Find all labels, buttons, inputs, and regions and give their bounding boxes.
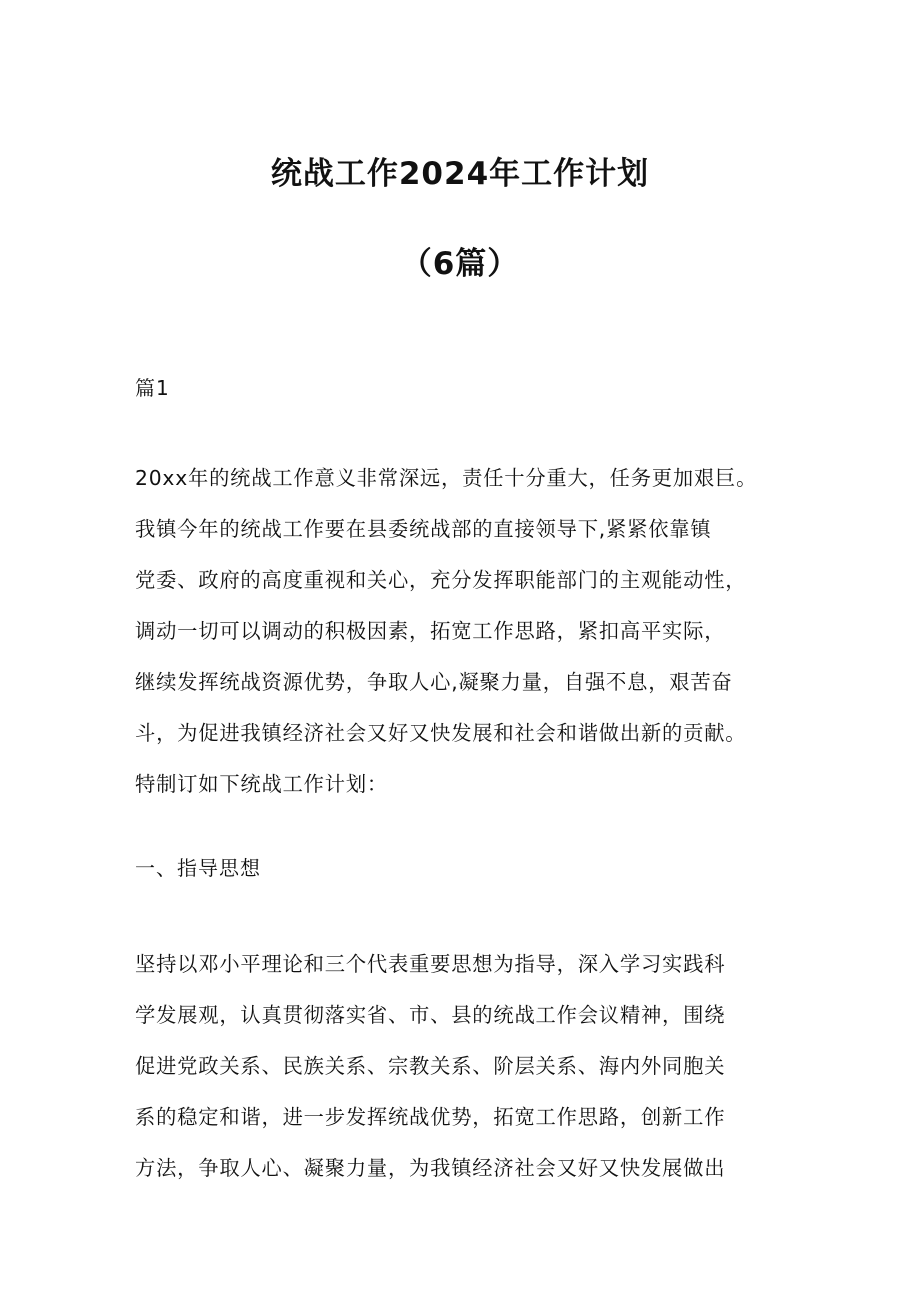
text-line: 党委、政府的高度重视和关心，充分发挥职能部门的主观能动性，	[135, 568, 747, 592]
text-line: 特制订如下统战工作计划：	[135, 772, 388, 796]
part-heading: 篇1	[135, 376, 170, 400]
text-line: 学发展观，认真贯彻落实省、市、县的统战工作会议精神，围绕	[135, 1003, 726, 1027]
text-line: 调动一切可以调动的积极因素，拓宽工作思路，紧扣高平实际，	[135, 619, 726, 643]
text-line: 20xx年的统战工作意义非常深远，责任十分重大，任务更加艰巨。	[135, 466, 758, 490]
intro-paragraph	[135, 460, 795, 817]
text-line: 系的稳定和谐，进一步发挥统战优势，拓宽工作思路，创新工作	[135, 1105, 726, 1129]
section-heading: 一、指导思想	[135, 856, 261, 880]
text-line: 促进党政关系、民族关系、宗教关系、阶层关系、海内外同胞关	[135, 1054, 726, 1078]
text-line: 方法，争取人心、凝聚力量，为我镇经济社会又好又快发展做出	[135, 1156, 726, 1180]
document-title: 统战工作2024年工作计划	[270, 156, 650, 192]
section-paragraph	[135, 946, 795, 1201]
text-line: 继续发挥统战资源优势，争取人心,凝聚力量，自强不息，艰苦奋	[135, 670, 733, 694]
text-line: 坚持以邓小平理论和三个代表重要思想为指导，深入学习实践科	[135, 952, 726, 976]
text-line: 我镇今年的统战工作要在县委统战部的直接领导下,紧紧依靠镇	[135, 517, 712, 541]
document-subtitle: （6篇）	[400, 246, 520, 282]
text-line: 斗，为促进我镇经济社会又好又快发展和社会和谐做出新的贡献。	[135, 721, 747, 745]
